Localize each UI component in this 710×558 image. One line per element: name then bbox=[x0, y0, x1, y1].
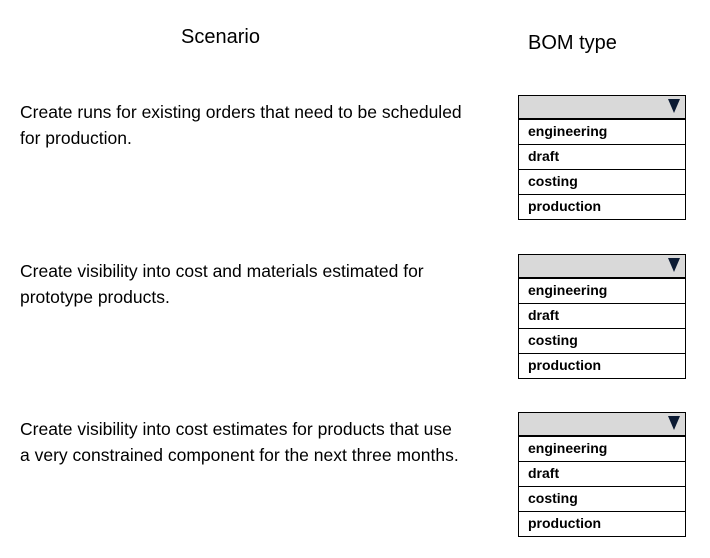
scenario-3-line-1: Create visibility into cost estimates for products that use bbox=[20, 419, 452, 439]
bom-type-dropdown-1[interactable] bbox=[518, 95, 686, 220]
bom-type-column-header: BOM type bbox=[528, 32, 617, 54]
option-costing[interactable]: costing bbox=[519, 169, 685, 194]
dropdown-arrow-icon[interactable] bbox=[668, 258, 680, 272]
option-engineering[interactable]: engineering bbox=[519, 119, 685, 144]
option-draft[interactable]: draft bbox=[519, 461, 685, 486]
scenario-1-line-2: for production. bbox=[20, 128, 132, 148]
bom-type-dropdown-3[interactable] bbox=[518, 412, 686, 537]
option-costing[interactable]: costing bbox=[519, 486, 685, 511]
option-costing[interactable]: costing bbox=[519, 328, 685, 353]
dropdown-1-header[interactable] bbox=[518, 95, 686, 119]
scenario-2-text bbox=[20, 258, 510, 310]
option-draft[interactable]: draft bbox=[519, 303, 685, 328]
option-engineering[interactable]: engineering bbox=[519, 278, 685, 303]
dropdown-3-options bbox=[518, 436, 686, 537]
scenario-1-text bbox=[20, 99, 510, 151]
option-production[interactable]: production bbox=[519, 353, 685, 378]
dropdown-3-header[interactable] bbox=[518, 412, 686, 436]
scenario-1-line-1: Create runs for existing orders that need to be scheduled bbox=[20, 102, 462, 122]
dropdown-arrow-icon[interactable] bbox=[668, 99, 680, 113]
dropdown-arrow-icon[interactable] bbox=[668, 416, 680, 430]
option-production[interactable]: production bbox=[519, 194, 685, 219]
dropdown-1-options bbox=[518, 119, 686, 220]
scenario-3-line-2: a very constrained component for the next three months. bbox=[20, 445, 459, 465]
dropdown-2-header[interactable] bbox=[518, 254, 686, 278]
dropdown-2-options bbox=[518, 278, 686, 379]
option-draft[interactable]: draft bbox=[519, 144, 685, 169]
bom-type-dropdown-2[interactable] bbox=[518, 254, 686, 379]
scenario-2-line-2: prototype products. bbox=[20, 287, 170, 307]
scenario-2-line-1: Create visibility into cost and materials estimated for bbox=[20, 261, 424, 281]
option-engineering[interactable]: engineering bbox=[519, 436, 685, 461]
scenario-3-text bbox=[20, 416, 510, 468]
scenario-column-header: Scenario bbox=[181, 26, 260, 48]
option-production[interactable]: production bbox=[519, 511, 685, 536]
